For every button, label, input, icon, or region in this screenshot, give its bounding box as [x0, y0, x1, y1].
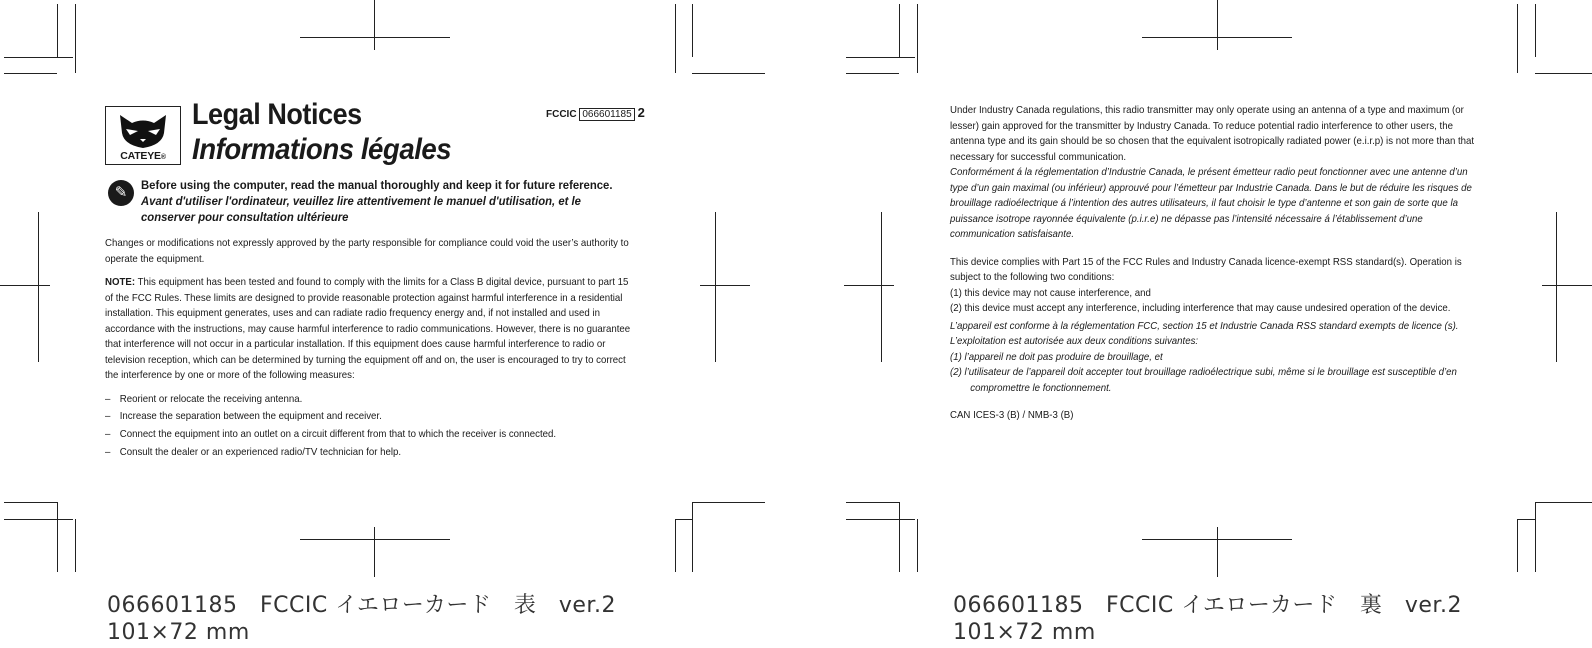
footer-back-line1: 066601185 FCCIC イエローカード 裏 ver.2 — [953, 593, 1462, 618]
title-french: Informations légales — [192, 133, 452, 166]
condition-en-1: (1) this device may not cause interference, and — [950, 286, 1151, 299]
ic-notice — [950, 103, 1474, 424]
list-item: – Increase the separation between the equipment and receiver. — [105, 409, 637, 425]
fccic-version: 2 — [637, 105, 645, 120]
fcc-notice — [105, 236, 637, 462]
fccic-code-box: 066601185 — [579, 108, 634, 121]
measures-list — [105, 392, 637, 461]
condition-fr-2: (2) l’utilisateur de l’appareil doit accepter tout brouillage radioélectrique subi, même si le brouillage est susceptible d’en compromettre le fonctionnement. — [950, 366, 1457, 394]
logo-wordmark: CATEYE® — [120, 150, 166, 162]
condition-en-2: (2) this device must accept any interference, including interference that may cause undesired operation of the device. — [950, 302, 1451, 314]
footer-front-line1: 066601185 FCCIC イエローカード 表 ver.2 — [107, 593, 616, 618]
condition-fr-1: (1) l’appareil ne doit pas produire de brouillage, et — [950, 350, 1163, 363]
ic-english: Under Industry Canada regulations, this radio transmitter may only operate using an antenna of a type and maximum (or lesser) gain approved for the transmitter by Industry Canada. To reduce potential radio interference to other users, the antenna type and its gain should be so chosen that the equivalent isotropically radiated power (e.i.r.p) is not more than that necessary for successful communication. — [950, 104, 1475, 163]
ices-label: CAN ICES-3 (B) / NMB-3 (B) — [950, 409, 1074, 421]
ic-french: Conformément á la réglementation d’Industrie Canada, le présent émetteur radio peut fonctionner avec une antenne d’un type d’un gain maximal (ou inférieur) approuvé pour l’émetteur par Industrie Canada. Dans le but de réduire les risques de brouillage radioélectrique á l’intention des autres utilisateurs, il faut choisir le type d’antenne et son gain de sorte que la puissance isotrope rayonnée équivalente (p.i.r.e) ne dépasse pas l’intensité nécessaire á l’établissement d’une communication satisfaisante. — [950, 166, 1472, 240]
note-paragraph: NOTE: This equipment has been tested and found to comply with the limits for a Class B digital device, pursuant to part 15 of the FCC Rules. These limits are designed to provide reasonable protection against harmful interference in a residential installation. This equipment generates, uses and can radiate radio frequency energy and, if not installed and used in accordance with the instructions, may cause harmful interference to radio communications. However, there is no guarantee that interference will not occur in a particular installation. If this equipment does cause harmful interference to radio or television reception, which can be determined by turning the equipment off and on, the user is encouraged to try to correct the interference by one or more of the following measures: — [105, 276, 631, 381]
title-english: Legal Notices — [192, 98, 362, 131]
fccic-code: FCCIC 066601185 2 — [546, 105, 645, 120]
warning-english: Before using the computer, read the manual thoroughly and keep it for future reference. — [141, 178, 613, 192]
fcc-english: This device complies with Part 15 of the FCC Rules and Industry Canada licence-exempt RSS standard(s). Operation is subject to the following two conditions: — [950, 255, 1462, 283]
footer-back-line2: 101×72 mm — [953, 620, 1096, 645]
fcc-french: L’appareil est conforme à la réglementation FCC, section 15 et Industrie Canada RSS standard exempts de licence (s). L’exploitation est autorisée aux deux conditions suivantes: — [950, 319, 1459, 347]
list-item: – Connect the equipment into an outlet on a circuit different from that to which the receiver is connected. — [105, 427, 637, 443]
changes-paragraph: Changes or modifications not expressly approved by the party responsible for compliance could void the user’s authority to operate the equipment. — [105, 237, 629, 265]
footer-front-line2: 101×72 mm — [107, 620, 250, 645]
list-item: – Reorient or relocate the receiving antenna. — [105, 392, 637, 408]
warning-block — [141, 177, 619, 225]
cateye-logo — [105, 106, 181, 165]
list-item: – Consult the dealer or an experienced radio/TV technician for help. — [105, 445, 637, 461]
cat-face-icon — [106, 109, 180, 151]
pencil-icon: ✎ — [108, 180, 134, 206]
warning-french: Avant d'utiliser l'ordinateur, veuillez lire attentivement le manuel d'utilisation, et le conserver pour consultation ultérieure — [141, 194, 581, 224]
